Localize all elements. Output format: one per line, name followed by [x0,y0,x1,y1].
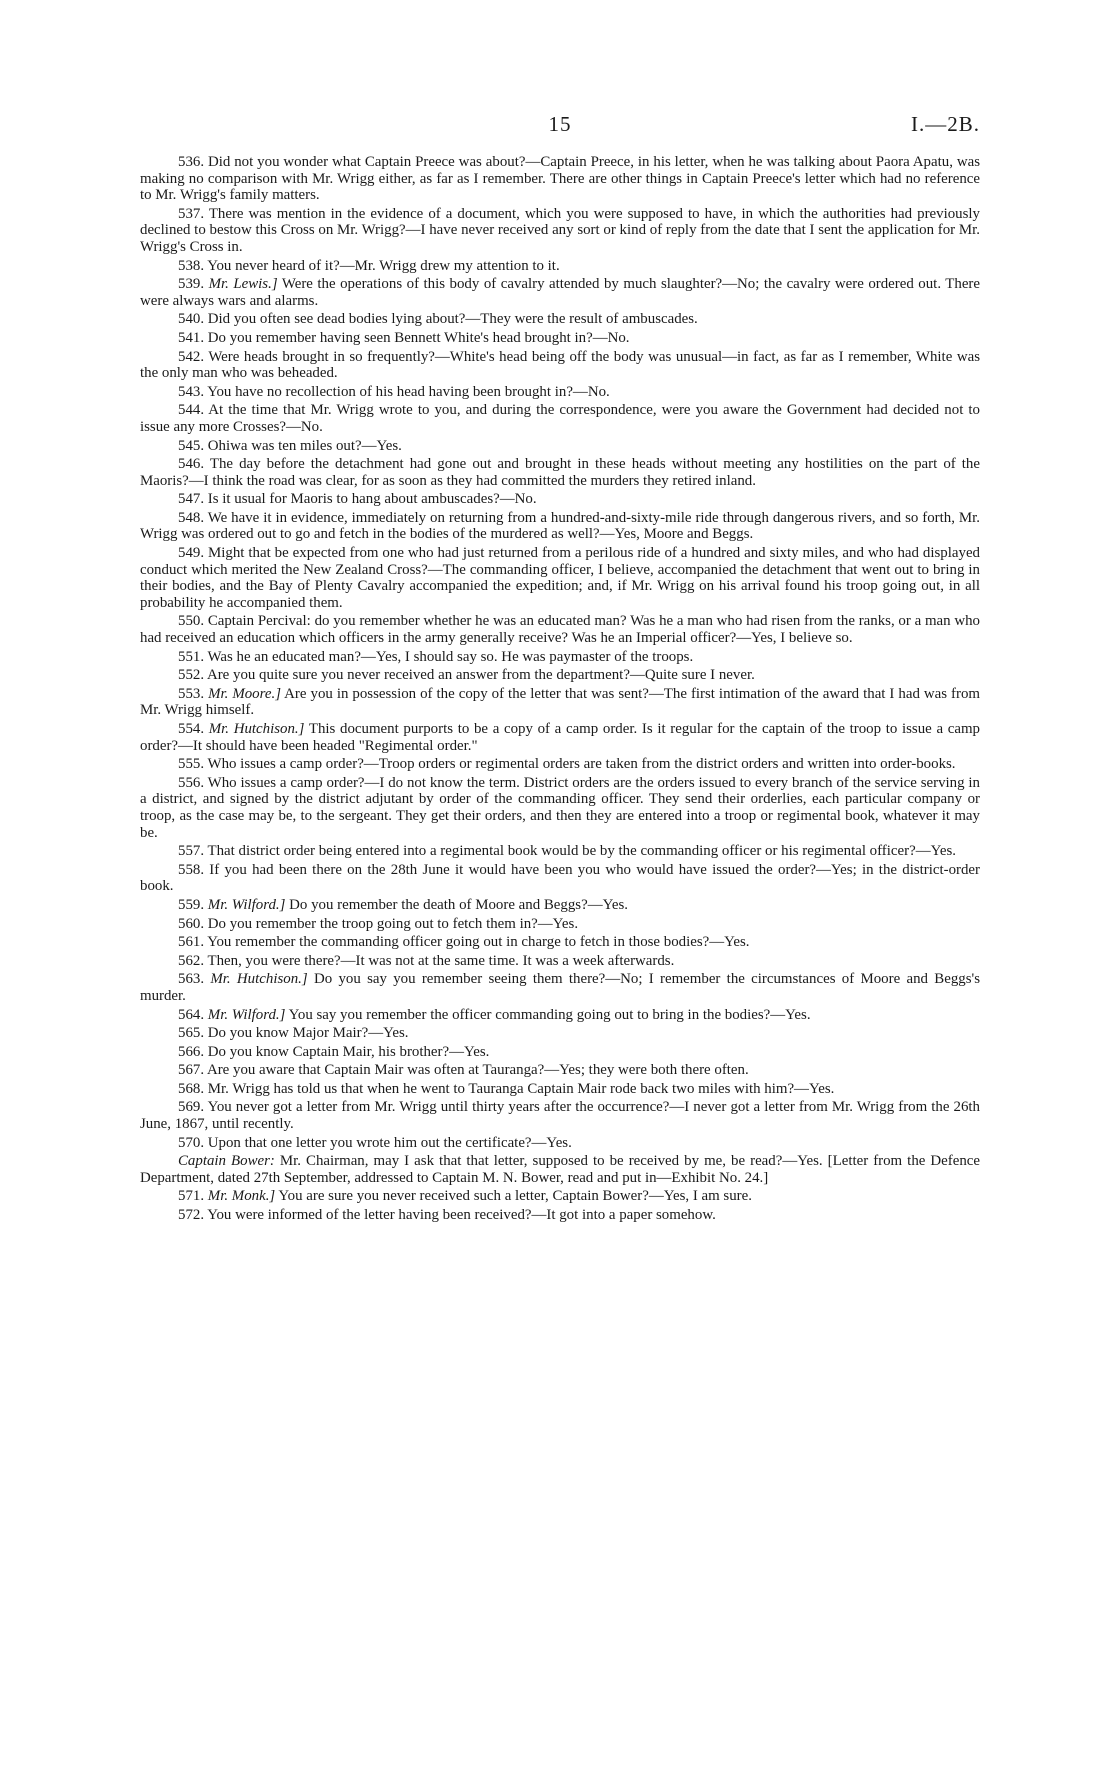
testimony-paragraph [140,311,980,328]
speaker-name: Mr. Monk.] [207,1188,276,1205]
speaker-name: Captain Bower: [178,1153,275,1170]
paragraph-text: 545. Ohiwa was ten miles out?—Yes. [178,437,402,454]
paragraph-text: 544. At the time that Mr. Wrigg wrote to you, and during the correspondence, were you aware the Government had decided not to issue any more Crosses?—No. [140,402,980,435]
testimony-paragraph [140,649,980,666]
testimony-paragraph [140,934,980,951]
paragraph-text: Were the operations of this body of cavalry attended by much slaughter?—No; the cavalry were ordered out. There were always wars and alarms. [140,276,980,309]
paragraph-text: 566. Do you know Captain Mair, his brother?—Yes. [178,1043,490,1060]
testimony-paragraph [140,402,980,435]
testimony-body [140,154,980,1226]
testimony-paragraph [140,1153,980,1186]
speaker-name: Mr. Hutchison.] [210,971,308,988]
paragraph-text: Do you say you remember seeing them there?—No; I remember the circumstances of Moore and Beggs's murder. [140,971,980,1004]
paragraph-text: 537. There was mention in the evidence of a document, which you were supposed to have, in which the authorities had previously declined to bestow this Cross on Mr. Wrigg?—I have never received any sort or kind of reply from the date that I sent the application for Mr. Wrigg's Cross in. [140,205,980,255]
testimony-paragraph [140,843,980,860]
paragraph-text: You say you remember the officer commanding going out to bring in the bodies?—Yes. [285,1006,811,1023]
speaker-name: Mr. Wilford.] [207,896,286,913]
question-number: 564. [178,1006,205,1023]
testimony-paragraph [140,510,980,543]
testimony-paragraph [140,330,980,347]
paragraph-text: 570. Upon that one letter you wrote him out the certificate?—Yes. [178,1134,572,1151]
testimony-paragraph [140,1207,980,1224]
paragraph-text: 546. The day before the detachment had gone out and brought in these heads without meeting any hostilities on the part of the Maoris?—I think the road was clear, for as soon as they had committed the murders they retired inland. [140,456,980,489]
paragraph-text: 552. Are you quite sure you never received an answer from the department?—Quite sure I never. [178,667,755,684]
paragraph-text: 560. Do you remember the troop going out to fetch them in?—Yes. [178,915,579,932]
testimony-paragraph [140,1135,980,1152]
testimony-paragraph [140,545,980,611]
testimony-paragraph [140,384,980,401]
paragraph-text: 540. Did you often see dead bodies lying about?—They were the result of ambuscades. [178,311,698,328]
paragraph-text: 542. Were heads brought in so frequently?—White's head being off the body was unusual—in fact, as far as I remember, White was the only man who was beheaded. [140,348,980,382]
paragraph-text: 555. Who issues a camp order?—Troop orders or regimental orders are taken from the district orders and written into order-books. [178,756,956,773]
paragraph-text: 572. You were informed of the letter having been received?—It got into a paper somehow. [178,1207,716,1224]
testimony-paragraph [140,721,980,754]
paragraph-text: 543. You have no recollection of his head having been brought in?—No. [178,383,610,400]
question-number: 553. [178,685,205,702]
question-number: 539. [178,276,205,293]
testimony-paragraph [140,667,980,684]
testimony-paragraph [140,756,980,773]
speaker-name: Mr. Wilford.] [207,1006,286,1023]
testimony-paragraph [140,953,980,970]
question-number: 571. [178,1188,205,1205]
speaker-name: Mr. Moore.] [208,685,281,702]
paragraph-text: 558. If you had been there on the 28th June it would have been you who would have issued the order?—Yes; in the district-order book. [140,861,980,895]
testimony-paragraph [140,206,980,256]
paragraph-text: 550. Captain Percival: do you remember whether he was an educated man? Was he a man who had risen from the ranks, or a man who had received an education which officers in the army generally receive? Was he an Imperial officer?—Yes, I believe so. [140,613,980,647]
paragraph-text: 567. Are you aware that Captain Mair was often at Tauranga?—Yes; they were both there often. [178,1062,749,1079]
paragraph-text: 538. You never heard of it?—Mr. Wrigg drew my attention to it. [178,257,560,274]
testimony-paragraph [140,897,980,914]
testimony-paragraph [140,1081,980,1098]
testimony-paragraph [140,686,980,719]
paragraph-text: 557. That district order being entered into a regimental book would be by the commanding officer or his regimental officer?—Yes. [178,843,956,860]
speaker-name: Mr. Lewis.] [208,276,278,293]
paragraph-text: 562. Then, you were there?—It was not at the same time. It was a week afterwards. [178,952,675,969]
question-number: 559. [178,896,205,913]
testimony-paragraph [140,1099,980,1132]
paragraph-text: 548. We have it in evidence, immediately on returning from a hundred-and-sixty-mile ride through dangerous rivers, and so forth, Mr. Wrigg was ordered out to go and fetch in the bodies of the murdered as well?—Yes, Moore and Beggs. [140,509,980,543]
testimony-paragraph [140,258,980,275]
testimony-paragraph [140,1062,980,1079]
testimony-paragraph [140,775,980,841]
paragraph-text: 541. Do you remember having seen Bennett White's head brought in?—No. [178,329,630,346]
testimony-paragraph [140,456,980,489]
paragraph-text: Are you in possession of the copy of the letter that was sent?—The first intimation of the award that I had was from Mr. Wrigg himself. [140,685,980,719]
testimony-paragraph [140,1025,980,1042]
paragraph-text: 549. Might that be expected from one who had just returned from a perilous ride of a hundred and sixty miles, and who had displayed conduct which merited the New Zealand Cross?—The commanding officer, I believe, accompanied the detachment that went out to bring in their bodies, and the Bay of Plenty Cavalry accompanied the expedition; and, if Mr. Wrigg on his arrival found his troop going out, in all probability he accompanied them. [140,545,980,611]
testimony-paragraph [140,491,980,508]
paragraph-text: 556. Who issues a camp order?—I do not know the term. District orders are the orders issued to every branch of the service serving in a district, and signed by the district adjutant by order of the commanding officer. They send their orderlies, each particular company or troop, as the case may be, to the sergeant. They get their orders, and then they are entered into a troop or regimental book, whatever it may be. [140,774,980,841]
paragraph-text: 569. You never got a letter from Mr. Wrigg until thirty years after the occurrence?—I never got a letter from Mr. Wrigg from the 26th June, 1867, until recently. [140,1099,980,1133]
paragraph-text: Mr. Chairman, may I ask that that letter, supposed to be received by me, be read?—Yes. [Letter from the Defence Department, dated 27th September, addressed to Captain M. N. Bower, read and put in—Exhibit No. 24.] [140,1153,980,1186]
question-number: 563. [178,971,205,988]
paragraph-text: 551. Was he an educated man?—Yes, I should say so. He was paymaster of the troops. [178,648,694,665]
paragraph-text: 561. You remember the commanding officer going out in charge to fetch in those bodies?—Yes. [178,934,750,951]
paragraph-text: 568. Mr. Wrigg has told us that when he went to Tauranga Captain Mair rode back two miles with him?—Yes. [178,1080,835,1097]
paragraph-text: You are sure you never received such a letter, Captain Bower?—Yes, I am sure. [275,1188,752,1205]
paragraph-text: 565. Do you know Major Mair?—Yes. [178,1025,409,1042]
testimony-paragraph [140,862,980,895]
speaker-name: Mr. Hutchison.] [208,721,305,737]
paragraph-text: 547. Is it usual for Maoris to hang about ambuscades?—No. [178,491,537,508]
testimony-paragraph [140,438,980,455]
paragraph-text: 536. Did not you wonder what Captain Preece was about?—Captain Preece, in his letter, when he was talking about Paora Apatu, was making no comparison with Mr. Wrigg either, as far as I remember. There are other things in Captain Preece's letter which had no reference to Mr. Wrigg's family matters. [140,154,980,204]
testimony-paragraph [140,916,980,933]
question-number: 554. [178,721,205,737]
testimony-paragraph [140,1007,980,1024]
testimony-paragraph [140,971,980,1004]
page-header [140,112,980,142]
page-number: 15 [548,112,572,136]
testimony-paragraph [140,613,980,646]
testimony-paragraph [140,349,980,382]
document-reference: I.—2B. [911,112,980,136]
paragraph-text: Do you remember the death of Moore and Beggs?—Yes. [285,896,628,913]
testimony-paragraph [140,1044,980,1061]
paragraph-text: This document purports to be a copy of a camp order. Is it regular for the captain of the troop to issue a camp order?—It should have been headed "Regimental order." [140,721,980,754]
testimony-paragraph [140,154,980,204]
testimony-paragraph [140,1188,980,1205]
testimony-paragraph [140,276,980,309]
